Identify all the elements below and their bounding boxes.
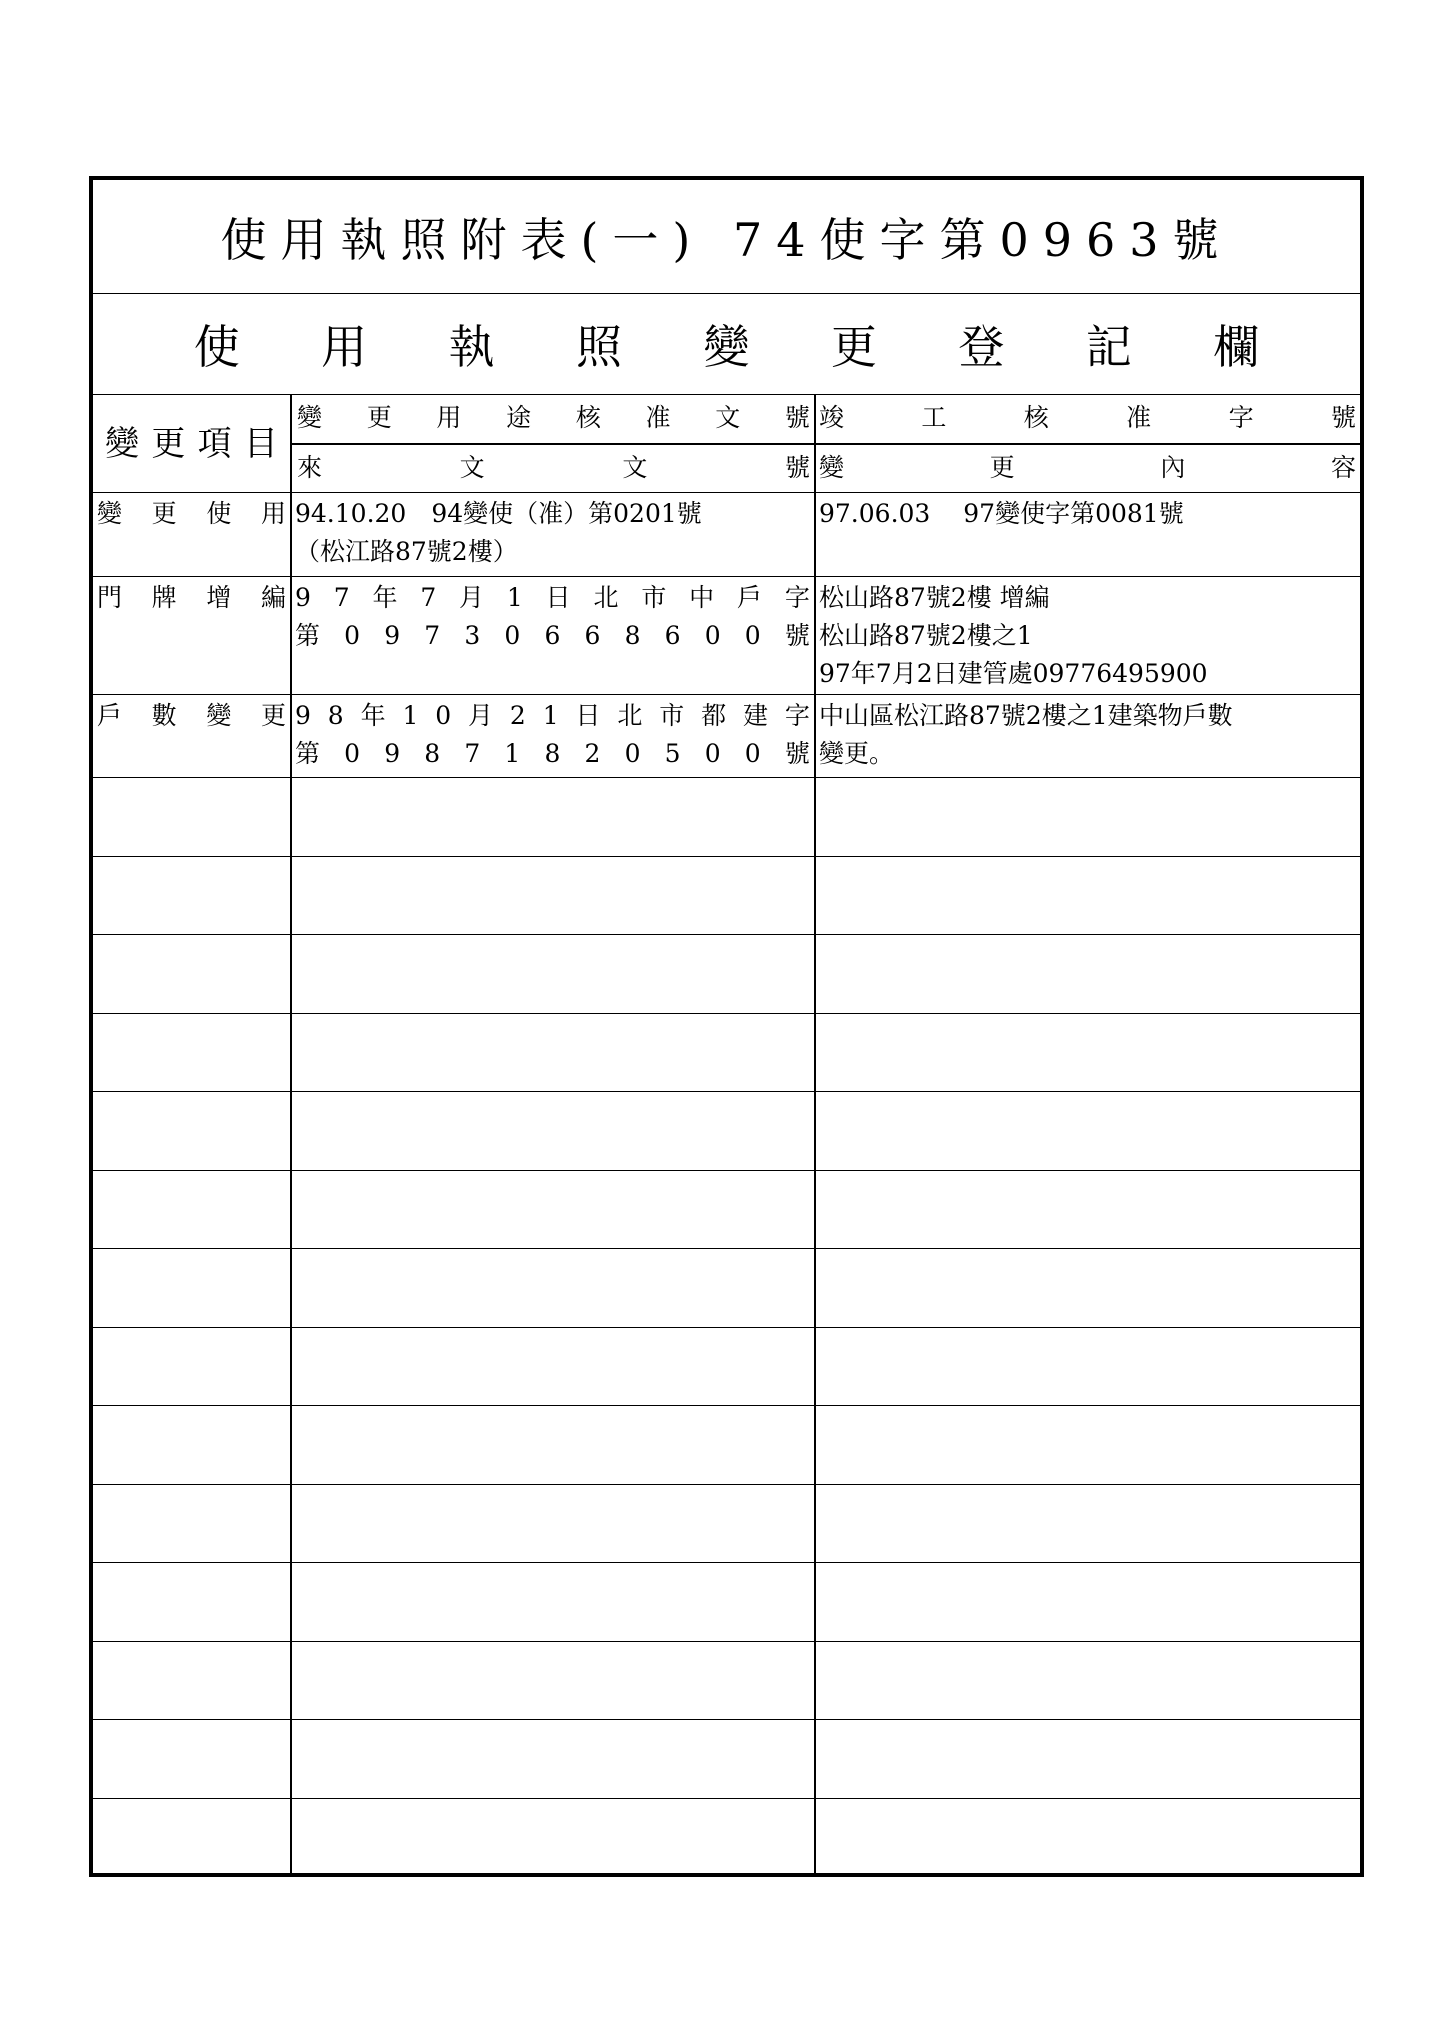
header-col3-bottom <box>815 449 1360 487</box>
spaced-char: 8 <box>424 739 441 768</box>
header-row <box>93 395 1360 493</box>
spaced-char: 更 <box>151 424 186 464</box>
spaced-char: 記 <box>1085 320 1132 374</box>
spaced-char: 准 <box>1126 403 1152 432</box>
header-col3-top <box>815 399 1360 437</box>
spaced-char: 數 <box>151 701 177 730</box>
entry-col2 <box>291 495 814 571</box>
spaced-char: 用 <box>436 403 462 432</box>
spaced-char: 第 <box>295 739 321 768</box>
entry-col3-line: 松山路87號2樓之1 <box>819 621 1033 650</box>
spaced-char: 文 <box>622 453 648 482</box>
spaced-char: 8 <box>544 739 561 768</box>
spaced-char: 日 <box>545 583 571 612</box>
entry-col3 <box>815 697 1360 773</box>
spaced-char: 號 <box>784 739 810 768</box>
spaced-char: 0 <box>504 621 521 650</box>
header-col2-top <box>291 399 814 437</box>
empty-entry-row <box>93 1642 1360 1721</box>
spaced-char: 號 <box>1330 403 1356 432</box>
spaced-char: 途 <box>506 403 532 432</box>
spaced-char: 6 <box>584 621 601 650</box>
spaced-char: 變 <box>297 403 323 432</box>
spaced-char: 變 <box>819 453 845 482</box>
empty-entry-row <box>93 1328 1360 1407</box>
spaced-char: 欄 <box>1213 320 1260 374</box>
spaced-char: 6 <box>544 621 561 650</box>
empty-entry-row <box>93 1406 1360 1485</box>
spaced-char: 更 <box>366 403 392 432</box>
spaced-char: 9 <box>295 583 311 612</box>
entry-col2-line <box>295 735 810 773</box>
spaced-char: 都 <box>701 701 727 730</box>
entry-item <box>93 495 290 533</box>
empty-entry-row <box>93 778 1360 857</box>
spaced-char: 更 <box>260 701 286 730</box>
spaced-char: 號 <box>784 621 810 650</box>
spaced-char: 7 <box>464 739 481 768</box>
spaced-char: 牌 <box>151 583 177 612</box>
entry-col3 <box>815 495 1360 533</box>
entry-col2-line <box>295 579 810 617</box>
spaced-char: 北 <box>593 583 619 612</box>
spaced-char: 變 <box>206 701 232 730</box>
spaced-char: 變 <box>105 424 140 464</box>
spaced-char: 內 <box>1160 453 1186 482</box>
spaced-char: 0 <box>435 701 452 730</box>
spaced-char: 0 <box>744 621 761 650</box>
entry-col2-line: （松江路87號2樓） <box>295 537 518 566</box>
spaced-char: 0 <box>744 739 761 768</box>
spaced-char: 文 <box>459 453 485 482</box>
header-col2-bottom <box>291 449 814 487</box>
spaced-char: 用 <box>321 320 368 374</box>
empty-entry-row <box>93 1092 1360 1171</box>
spaced-char: 中 <box>689 583 715 612</box>
entry-col2 <box>291 579 814 655</box>
column-divider <box>814 395 816 1873</box>
spaced-char: 8 <box>327 701 344 730</box>
spaced-char: 1 <box>402 701 419 730</box>
spaced-char: 市 <box>641 583 667 612</box>
entry-item <box>93 579 290 617</box>
spaced-char: 月 <box>468 701 494 730</box>
spaced-char: 工 <box>921 403 947 432</box>
spaced-char: 建 <box>743 701 769 730</box>
spaced-char: 0 <box>344 739 361 768</box>
spaced-char: 0 <box>704 739 721 768</box>
spaced-char: 7 <box>420 583 437 612</box>
spaced-char: 9 <box>384 739 401 768</box>
spaced-char: 9 <box>295 701 311 730</box>
column-divider <box>290 395 292 1873</box>
spaced-char: 1 <box>542 701 559 730</box>
spaced-char: 7 <box>424 621 441 650</box>
spaced-char: 2 <box>584 739 601 768</box>
spaced-char: 0 <box>704 621 721 650</box>
spaced-char: 登 <box>958 320 1005 374</box>
spaced-char: 3 <box>464 621 481 650</box>
spaced-char: 月 <box>459 583 485 612</box>
spaced-char: 編 <box>260 583 286 612</box>
spaced-char: 更 <box>151 499 177 528</box>
entry-col3-line: 松山路87號2樓 增編 <box>819 583 1050 612</box>
spaced-char: 北 <box>617 701 643 730</box>
entry-col3-line: 97.06.03 97變使字第0081號 <box>819 499 1184 528</box>
spaced-char: 1 <box>506 583 523 612</box>
spaced-char: 准 <box>645 403 671 432</box>
entry-col2-line <box>295 617 810 655</box>
empty-entry-row <box>93 1014 1360 1093</box>
empty-entry-row <box>93 1799 1360 1878</box>
spaced-char: 1 <box>504 739 521 768</box>
empty-entry-row <box>93 1485 1360 1564</box>
spaced-char: 戶 <box>737 583 763 612</box>
spaced-char: 更 <box>830 320 877 374</box>
spaced-char: 竣 <box>819 403 845 432</box>
spaced-char: 2 <box>509 701 526 730</box>
entry-row <box>93 695 1360 778</box>
entry-col3-line: 97年7月2日建管處09776495900 <box>819 659 1208 688</box>
spaced-char: 用 <box>260 499 286 528</box>
spaced-char: 門 <box>97 583 123 612</box>
entry-col3 <box>815 579 1360 693</box>
spaced-char: 7 <box>333 583 350 612</box>
spaced-char: 照 <box>576 320 623 374</box>
form-subtitle <box>93 294 1360 395</box>
entry-row <box>93 577 1360 695</box>
entry-col3-line: 變更。 <box>819 739 895 768</box>
spaced-char: 5 <box>664 739 681 768</box>
empty-entry-row <box>93 1171 1360 1250</box>
spaced-char: 增 <box>206 583 232 612</box>
spaced-char: 使 <box>206 499 232 528</box>
spaced-char: 戶 <box>97 701 123 730</box>
spaced-char: 第 <box>295 621 321 650</box>
spaced-char: 更 <box>989 453 1015 482</box>
spaced-char: 字 <box>784 701 810 730</box>
spaced-char: 號 <box>784 403 810 432</box>
form-title: 使用執照附表(一) 74使字第0963號 <box>93 180 1360 294</box>
spaced-char: 0 <box>624 739 641 768</box>
spaced-char: 變 <box>703 320 750 374</box>
spaced-char: 核 <box>575 403 601 432</box>
spaced-char: 來 <box>297 453 323 482</box>
spaced-char: 核 <box>1023 403 1049 432</box>
empty-entry-row <box>93 1563 1360 1642</box>
form-frame <box>89 176 1364 1877</box>
spaced-char: 執 <box>448 320 495 374</box>
spaced-char: 項 <box>197 424 232 464</box>
spaced-char: 年 <box>372 583 398 612</box>
entry-row <box>93 493 1360 577</box>
header-item-label <box>93 395 290 493</box>
entry-item <box>93 697 290 735</box>
spaced-char: 目 <box>243 424 278 464</box>
entry-col2-line <box>295 697 810 735</box>
spaced-char: 8 <box>624 621 641 650</box>
spaced-char: 9 <box>384 621 401 650</box>
spaced-char: 變 <box>97 499 123 528</box>
empty-entry-row <box>93 857 1360 936</box>
spaced-char: 容 <box>1330 453 1356 482</box>
spaced-char: 號 <box>784 453 810 482</box>
spaced-char: 字 <box>1228 403 1254 432</box>
spaced-char: 日 <box>575 701 601 730</box>
empty-entry-row <box>93 1720 1360 1799</box>
entry-col2 <box>291 697 814 773</box>
empty-entry-row <box>93 1249 1360 1328</box>
empty-entry-row <box>93 935 1360 1014</box>
entry-col2-line: 94.10.20 94變使（准）第0201號 <box>295 499 702 528</box>
spaced-char: 0 <box>344 621 361 650</box>
spaced-char: 使 <box>193 320 240 374</box>
spaced-char: 文 <box>715 403 741 432</box>
spaced-char: 年 <box>360 701 386 730</box>
spaced-char: 6 <box>664 621 681 650</box>
spaced-char: 字 <box>784 583 810 612</box>
spaced-char: 市 <box>659 701 685 730</box>
entry-col3-line: 中山區松江路87號2樓之1建築物戶數 <box>819 701 1233 730</box>
